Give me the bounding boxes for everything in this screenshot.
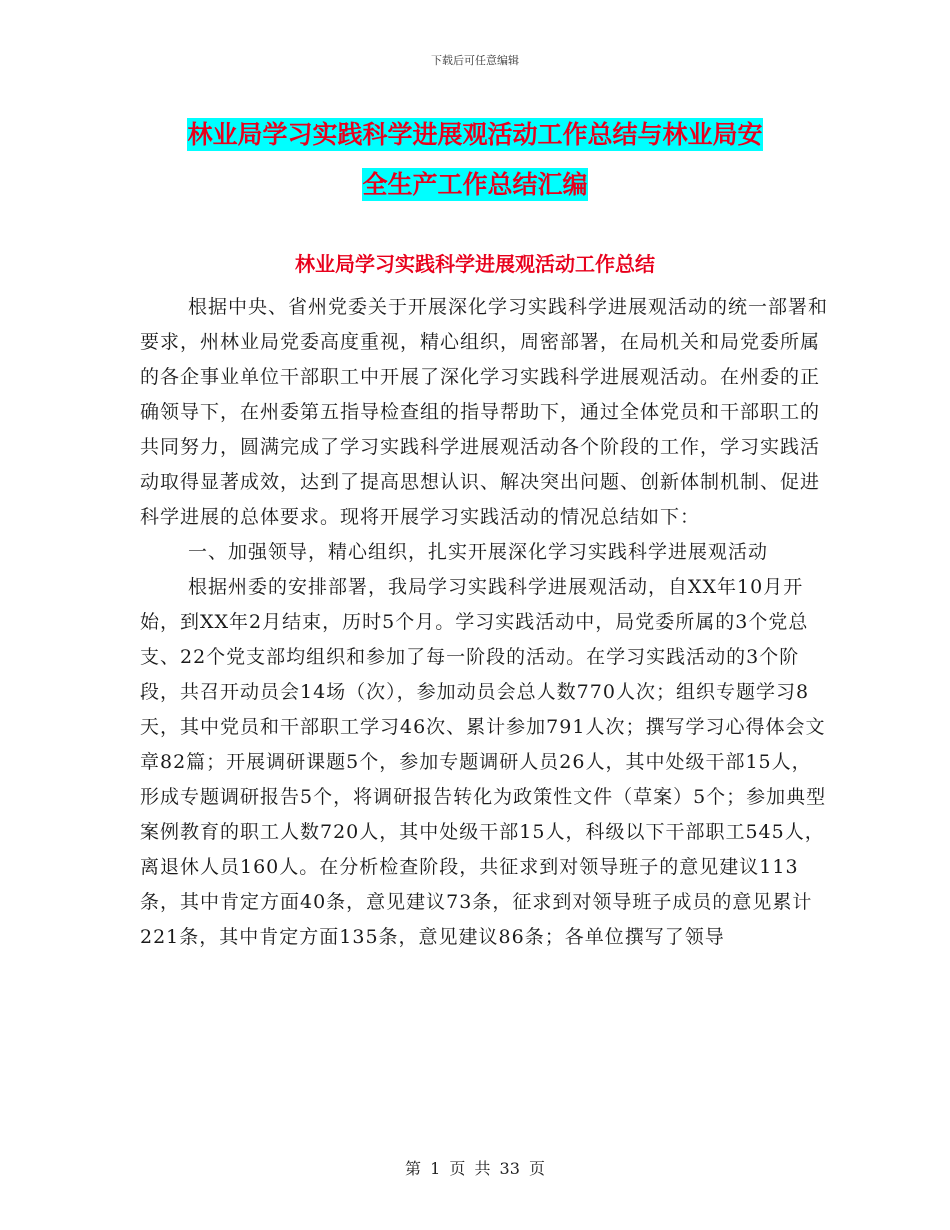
page-footer: 第 1 页 共 33 页 [405,1159,545,1178]
document-title [0,110,950,210]
body-text [140,290,828,955]
header-note: 下载后可任意编辑 [431,54,519,67]
paragraph-heading-1: 一、加强领导，精心组织，扎实开展深化学习实践科学进展观活动 [188,541,769,563]
paragraph-intro: 根据中央、省州党委关于开展深化学习实践科学进展观活动的统一部署和要求，州林业局党委高度重视，精心组织，周密部署，在局机关和局党委所属的各企事业单位干部职工中开展了深化学习实践科学进展观活动。在州委的正确领导下，在州委第五指导检查组的指导帮助下，通过全体党员和干部职工的共同努力，圆满完成了学习实践科学进展观活动各个阶段的工作，学习实践活动取得显著成效，达到了提高思想认识、解决突出问题、创新体制机制、促进科学进展的总体要求。现将开展学习实践活动的情况总结如下： [140,296,829,528]
section-title: 林业局学习实践科学进展观活动工作总结 [295,252,655,276]
paragraph-details: 根据州委的安排部署，我局学习实践科学进展观活动，自XX年10月开始，到XX年2月结束，历时5个月。学习实践活动中，局党委所属的3个党总支、22个党支部均组织和参加了每一阶段的活动。在学习实践活动的3个阶段，共召开动员会14场（次），参加动员会总人数770人次；组织专题学习8天，其中党员和干部职工学习46次、累计参加791人次；撰写学习心得体会文章82篇；开展调研课题5个，参加专题调研人员26人，其中处级干部15人，形成专题调研报告5个，将调研报告转化为政策性文件（草案）5个；参加典型案例教育的职工人数720人，其中处级干部15人，科级以下干部职工545人，离退休人员160人。在分析检查阶段，共征求到对领导班子的意见建议113条，其中肯定方面40条，意见建议73条，征求到对领导班子成员的意见累计221条，其中肯定方面135条，意见建议86条；各单位撰写了领导 [140,576,827,948]
title-line-1: 林业局学习实践科学进展观活动工作总结与林业局安 [187,120,763,149]
title-line-2: 全生产工作总结汇编 [362,170,588,199]
